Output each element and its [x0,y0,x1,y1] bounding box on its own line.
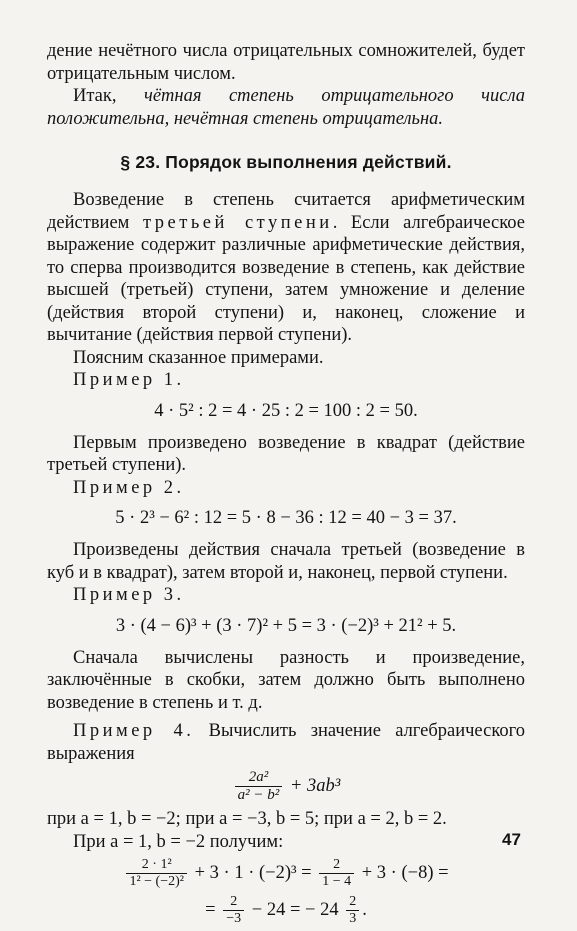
calc1-tail: + 3 · (−8) = [361,862,449,883]
expression-fraction [235,769,283,804]
conclusion-lead: Итак, [73,86,145,106]
section-heading: § 23. Порядок выполнения действий. [120,152,452,172]
example2-formula: 5 · 2³ − 6² : 12 = 5 · 8 − 36 : 12 = 40 − 3 = 37. [115,508,457,528]
expression-numerator: 2a² [235,769,283,787]
top-paragraph: дение нечётного числа отрицательных сомножителей, будет отрицательным числом. [47,41,525,84]
example4-paragraph [47,720,525,765]
intro-paragraph [47,189,525,347]
calculation-line-2 [47,894,525,927]
page-number: 47 [502,830,521,849]
conclusion-text: чётная степень отрицательного числа положительна, нечётная степень отрицательна. [47,86,525,129]
calc2-numerator: 2 [223,894,244,911]
calc2-end: . [362,899,367,920]
example3-note: Сначала вычислены разность и произведение, заключённые в скобки, затем должно быть выполнено возведение в степень и т. д. [47,647,525,713]
calc2-middle: − 24 = − 24 [251,899,339,920]
calculation-line-1 [47,857,525,890]
intro-spaced-term: третьей ступени [142,212,333,233]
example2-label: Пример 2. [73,477,185,498]
calc1-numerator: 2 · 1² [126,857,187,874]
calc2-frac-numerator: 2 [346,894,359,911]
example1-label: Пример 1. [73,370,185,390]
example3-label: Пример 3. [73,585,185,605]
calc1-fraction [126,857,187,890]
calc2-lead: = [205,899,216,920]
expression-tail: + 3ab³ [289,775,341,796]
calc1-middle: + 3 · 1 · (−2)³ = [194,862,312,883]
expression-denominator: a² − b² [237,787,280,803]
calc2-frac-denominator: 3 [349,911,357,926]
intro-part1: Возведение в степень считается арифметическим действием [47,190,525,233]
example4-expression [47,769,525,804]
example3-formula: 3 · (4 − 6)³ + (3 · 7)² + 5 = 3 · (−2)³ + 21² + 5. [115,615,457,636]
calc1-denominator-2: 1 − 4 [322,874,352,889]
example1-note: Первым произведено возведение в квадрат (действие третьей ступени). [47,432,525,475]
conclusion-paragraph [47,85,525,130]
explain-line: Поясним сказанное примерами. [73,347,324,368]
calc2-denominator: −3 [226,911,242,926]
example4-substitute-line: При a = 1, b = −2 получим: [73,831,284,852]
calc1-denominator: 1² − (−2)² [129,874,184,889]
page-body [47,40,525,931]
calc1-numerator-2: 2 [319,857,354,874]
calc1-fraction-2 [319,857,354,890]
example2-note: Произведены действия сначала третьей (возведение в куб и в квадрат), затем второй и, наконец, первой ступени. [47,540,525,583]
example4-values-line: при a = 1, b = −2; при a = −3, b = 5; при a = 2, b = 2. [47,809,447,829]
calc2-fraction [223,894,244,927]
example1-formula: 4 · 5² : 2 = 4 · 25 : 2 = 100 : 2 = 50. [154,400,418,421]
example4-label: Пример 4. [73,721,195,741]
calc2-mixed-fraction [346,894,359,927]
intro-part2: . Если алгебраическое выражение содержит различные арифметические действия, то сперва производится возведение в степень, как действие высшей (третьей) ступени, затем умножение и деление (действия второй ступени) и, наконец, сложение и вычитание (действия первой ступени). [47,212,525,345]
example4-task: Вычислить значение алгебраического выражения [47,721,525,764]
